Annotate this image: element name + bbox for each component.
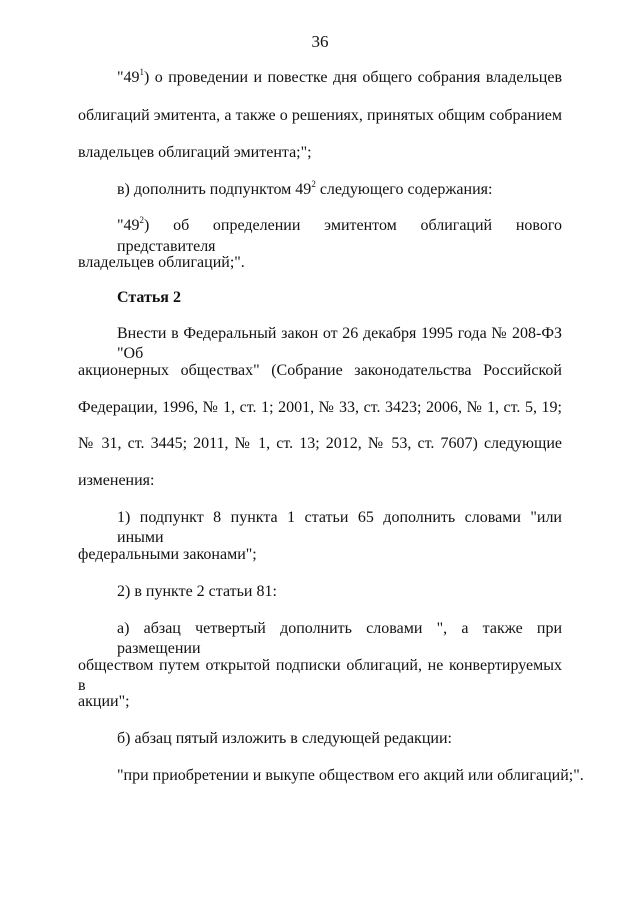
- item-2a-line-3: акции";: [78, 693, 130, 710]
- article-2-intro-line-1: Внести в Федеральный закон от 26 декабря 1995 года № 208-ФЗ "Об: [117, 325, 562, 362]
- page-number: 36: [311, 32, 329, 51]
- text-segment: "49: [117, 69, 140, 86]
- superscript: 2: [311, 179, 316, 189]
- paragraph-49-1-line-1: [117, 68, 562, 89]
- paragraph-49-2-line-1: [117, 216, 562, 257]
- text-segment: в) дополнить подпунктом 49: [117, 181, 312, 198]
- quoted-text-line: "при приобретении и выкупе обществом его акций или облигаций;".: [117, 767, 584, 784]
- superscript: 2: [139, 215, 145, 225]
- article-2-intro-line-3: Федерации, 1996, № 1, ст. 1; 2001, № 33, ст. 3423; 2006, № 1, ст. 5, 19;: [78, 399, 562, 416]
- text-segment: ) об определении эмитентом облигаций нового представителя: [117, 217, 562, 255]
- article-heading: Статья 2: [117, 289, 181, 306]
- text-segment: ) о проведении и повестке дня общего собрания владельцев: [144, 69, 562, 86]
- article-2-intro-line-2: акционерных обществах" (Собрание законодательства Российской: [78, 362, 562, 379]
- item-2-line: 2) в пункте 2 статьи 81:: [117, 583, 277, 600]
- text-segment: "49: [117, 217, 140, 234]
- item-1-line-2: федеральными законами";: [78, 546, 257, 563]
- item-2a-line-2: обществом путем открытой подписки облигаций, не конвертируемых в: [78, 657, 562, 694]
- paragraph-49-2-line-2: владельцев облигаций;".: [78, 254, 245, 271]
- text-segment: следующего содержания:: [315, 181, 493, 198]
- amendment-v-line: [117, 180, 562, 201]
- item-2a-line-1: а) абзац четвертый дополнить словами ", а также при размещении: [117, 620, 562, 657]
- article-2-intro-line-4: № 31, ст. 3445; 2011, № 1, ст. 13; 2012, № 53, ст. 7607) следующие: [78, 435, 562, 452]
- superscript: 1: [139, 67, 145, 77]
- item-1-line-1: 1) подпункт 8 пункта 1 статьи 65 дополнить словами "или иными: [117, 509, 562, 546]
- paragraph-49-1-line-2: облигаций эмитента, а также о решениях, принятых общим собранием: [78, 107, 562, 124]
- article-2-intro-line-5: изменения:: [78, 472, 155, 489]
- paragraph-49-1-line-3: владельцев облигаций эмитента;";: [78, 144, 312, 161]
- item-2b-line: б) абзац пятый изложить в следующей редакции:: [117, 730, 452, 747]
